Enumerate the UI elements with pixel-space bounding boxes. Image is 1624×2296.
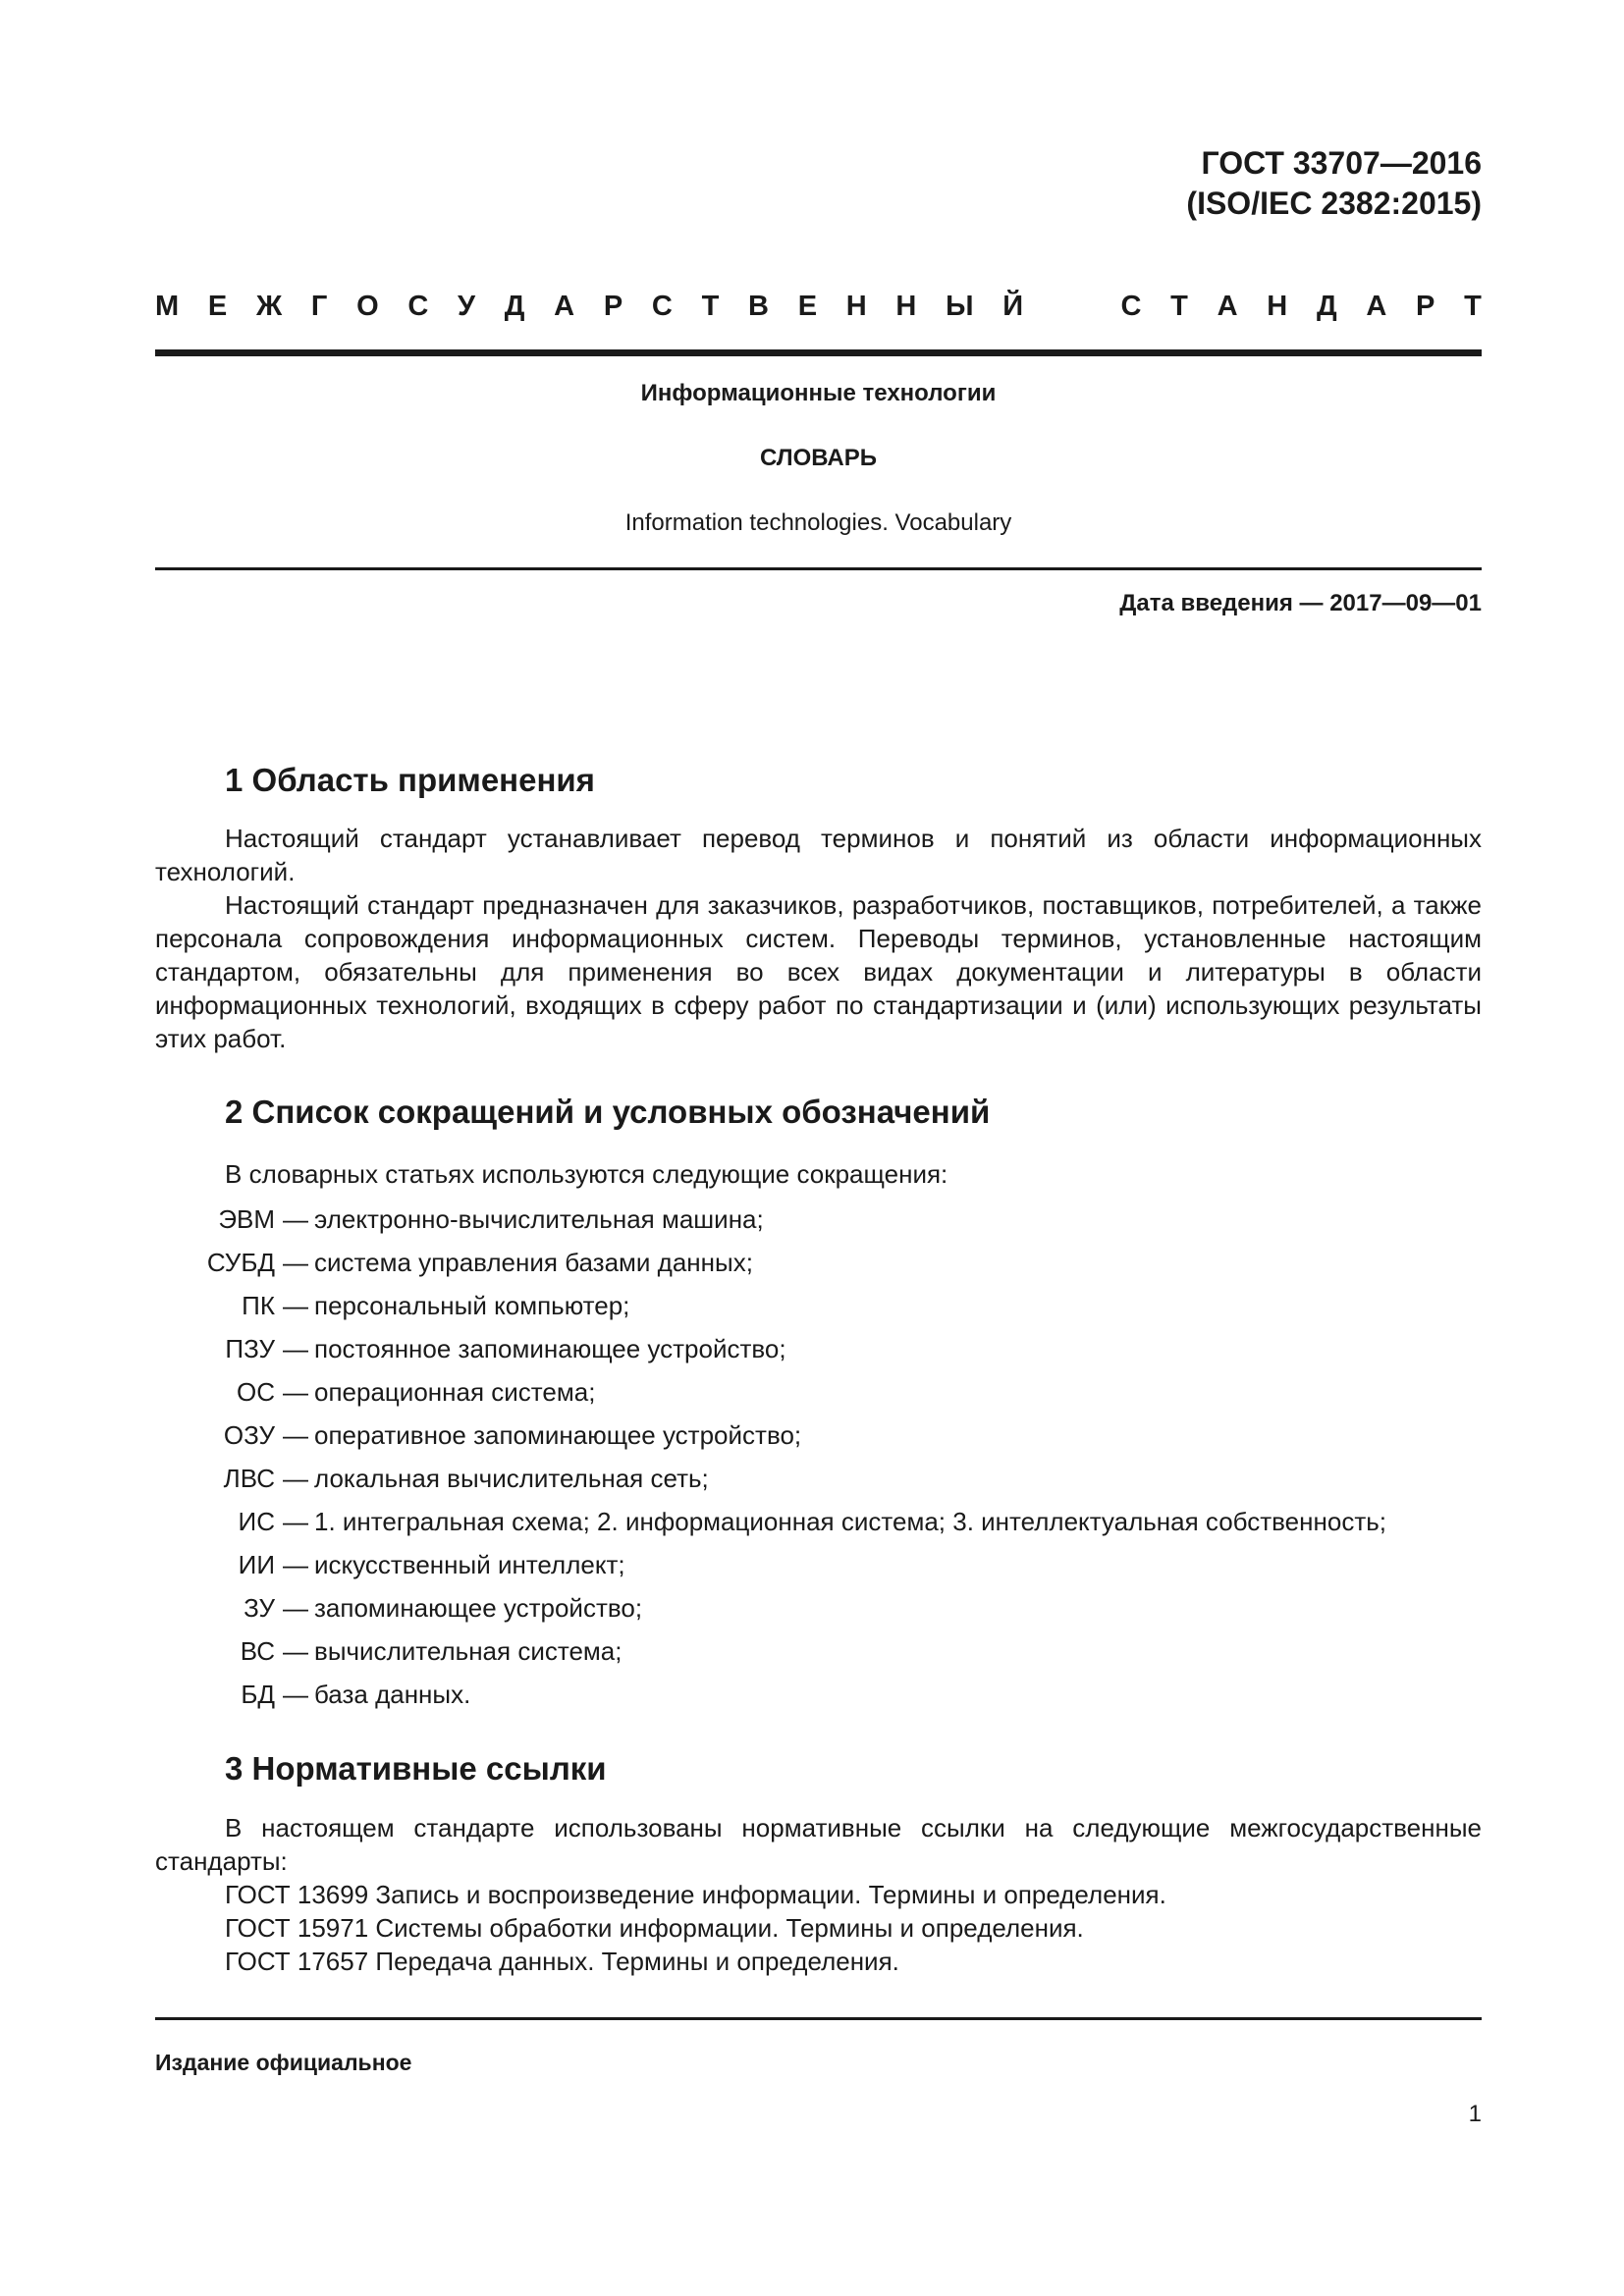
banner-letter: Т (1464, 290, 1482, 322)
official-edition-label: Издание официальное (155, 2050, 412, 2075)
banner-letter: Ы (946, 290, 974, 322)
normative-reference: ГОСТ 17657 Передача данных. Термины и определения. (225, 1947, 899, 1976)
section-2-intro: В словарных статьях используются следующие сокращения: (225, 1159, 948, 1189)
title-english: Information technologies. Vocabulary (624, 509, 1012, 536)
banner-letter: Н (845, 290, 867, 322)
abbreviation-code: ПК (242, 1291, 275, 1320)
abbreviation-dash: — (283, 1204, 308, 1234)
banner-letter: А (554, 290, 575, 322)
abbreviation-code: БД (241, 1680, 275, 1709)
section-1-paragraph-1: Настоящий стандарт устанавливает перевод терминов и понятий из области информационных технологий. (155, 824, 1482, 886)
title-name: СЛОВАРЬ (760, 445, 877, 471)
abbreviation-code: ИС (238, 1507, 275, 1536)
abbreviation-item (155, 1678, 1490, 1711)
abbreviation-item (155, 1548, 1490, 1581)
banner-letter: М (155, 290, 180, 322)
normative-reference: ГОСТ 13699 Запись и воспроизведение информации. Термины и определения. (225, 1880, 1166, 1909)
abbreviation-dash: — (283, 1507, 308, 1536)
footer-rule (155, 2017, 1482, 2020)
abbreviation-code: ЛВС (223, 1464, 275, 1493)
abbreviation-dash: — (283, 1550, 308, 1579)
abbreviation-text: операционная система; (314, 1377, 596, 1407)
abbreviation-text: локальная вычислительная сеть; (314, 1464, 709, 1493)
abbreviation-dash: — (283, 1334, 308, 1363)
banner-letter: С (651, 290, 673, 322)
designation-iso: (ISO/IEC 2382:2015) (1186, 186, 1482, 221)
abbreviation-text: вычислительная система; (314, 1636, 623, 1666)
section-3-intro: В настоящем стандарте использованы нормативные ссылки на следующие межгосударственные стандарты: (155, 1813, 1482, 1876)
abbreviation-dash: — (283, 1636, 308, 1666)
abbreviation-text: оперативное запоминающее устройство; (314, 1420, 802, 1450)
page-number: 1 (1468, 2101, 1482, 2127)
document-designation (1186, 143, 1482, 224)
banner-letter: Н (895, 290, 917, 322)
banner-letter: Р (1416, 290, 1435, 322)
abbreviation-item (155, 1462, 1490, 1495)
abbreviation-code: ОЗУ (223, 1420, 275, 1450)
abbreviation-text: база данных. (314, 1680, 471, 1709)
intro-date: Дата введения — 2017—09—01 (1119, 590, 1482, 616)
normative-reference: ГОСТ 15971 Системы обработки информации. Термины и определения. (225, 1913, 1084, 1943)
title-rule (155, 567, 1482, 570)
abbreviation-item (155, 1375, 1490, 1409)
banner-letter: Ж (255, 290, 283, 322)
header-rule (155, 349, 1482, 356)
abbreviation-item (155, 1246, 1490, 1279)
abbreviation-code: ПЗУ (225, 1334, 275, 1363)
abbreviation-dash: — (283, 1680, 308, 1709)
banner-letter: А (1217, 290, 1238, 322)
designation-number: ГОСТ 33707—2016 (1201, 145, 1482, 181)
banner-letter: Р (603, 290, 623, 322)
banner-letter: В (748, 290, 769, 322)
banner-letter: С (1120, 290, 1142, 322)
abbreviation-code: ВС (240, 1636, 275, 1666)
banner-letter: О (356, 290, 379, 322)
banner-letter: Т (1170, 290, 1188, 322)
section-1-heading: 1 Область применения (225, 762, 595, 798)
abbreviation-text: электронно-вычислительная машина; (314, 1204, 764, 1234)
section-2-heading: 2 Список сокращений и условных обозначений (225, 1094, 991, 1130)
abbreviation-text: постоянное запоминающее устройство; (314, 1334, 786, 1363)
abbreviation-item (155, 1202, 1490, 1236)
banner-letter: Д (1316, 290, 1337, 322)
abbreviation-dash: — (283, 1248, 308, 1277)
abbreviation-code: ЭВМ (218, 1204, 275, 1234)
abbreviation-text: искусственный интеллект; (314, 1550, 625, 1579)
standard-banner (155, 287, 1482, 326)
banner-letter: А (1366, 290, 1387, 322)
banner-letter: Г (310, 290, 328, 322)
abbreviation-item (155, 1505, 1490, 1538)
title-field: Информационные технологии (640, 380, 997, 406)
abbreviation-text: 1. интегральная схема; 2. информационная система; 3. интеллектуальная собственность; (314, 1507, 1386, 1536)
abbreviation-code: ОС (237, 1377, 275, 1407)
abbreviation-code: ЗУ (244, 1593, 275, 1623)
section-1-paragraph-2: Настоящий стандарт предназначен для заказчиков, разработчиков, поставщиков, потребителей, а также персонала сопровождения информационных систем. Переводы терминов, установленные настоящим стандартом, обязательны для применения во всех видах документации и литературы в области информационных технологий, входящих в сферу работ по стандартизации и (или) использующих результаты этих работ. (155, 890, 1482, 1053)
abbreviation-text: персональный компьютер; (314, 1291, 630, 1320)
banner-letter: Е (207, 290, 228, 322)
banner-letter: У (458, 290, 476, 322)
banner-letter: Н (1267, 290, 1288, 322)
abbreviation-code: СУБД (206, 1248, 275, 1277)
banner-letter: Е (797, 290, 818, 322)
abbreviation-dash: — (283, 1420, 308, 1450)
abbreviation-dash: — (283, 1593, 308, 1623)
abbreviation-text: система управления базами данных; (314, 1248, 753, 1277)
abbreviation-item (155, 1634, 1490, 1668)
banner-letter: Й (1002, 290, 1024, 322)
abbreviation-item (155, 1418, 1490, 1452)
banner-letter: Д (504, 290, 525, 322)
abbreviation-item (155, 1591, 1490, 1625)
abbreviation-dash: — (283, 1291, 308, 1320)
abbreviation-item (155, 1289, 1490, 1322)
abbreviation-dash: — (283, 1377, 308, 1407)
abbreviation-item (155, 1332, 1490, 1365)
banner-letter: Т (701, 290, 720, 322)
section-3-heading: 3 Нормативные ссылки (225, 1750, 607, 1787)
abbreviation-dash: — (283, 1464, 308, 1493)
abbreviation-text: запоминающее устройство; (314, 1593, 643, 1623)
banner-letter: С (407, 290, 429, 322)
abbreviation-code: ИИ (238, 1550, 275, 1579)
